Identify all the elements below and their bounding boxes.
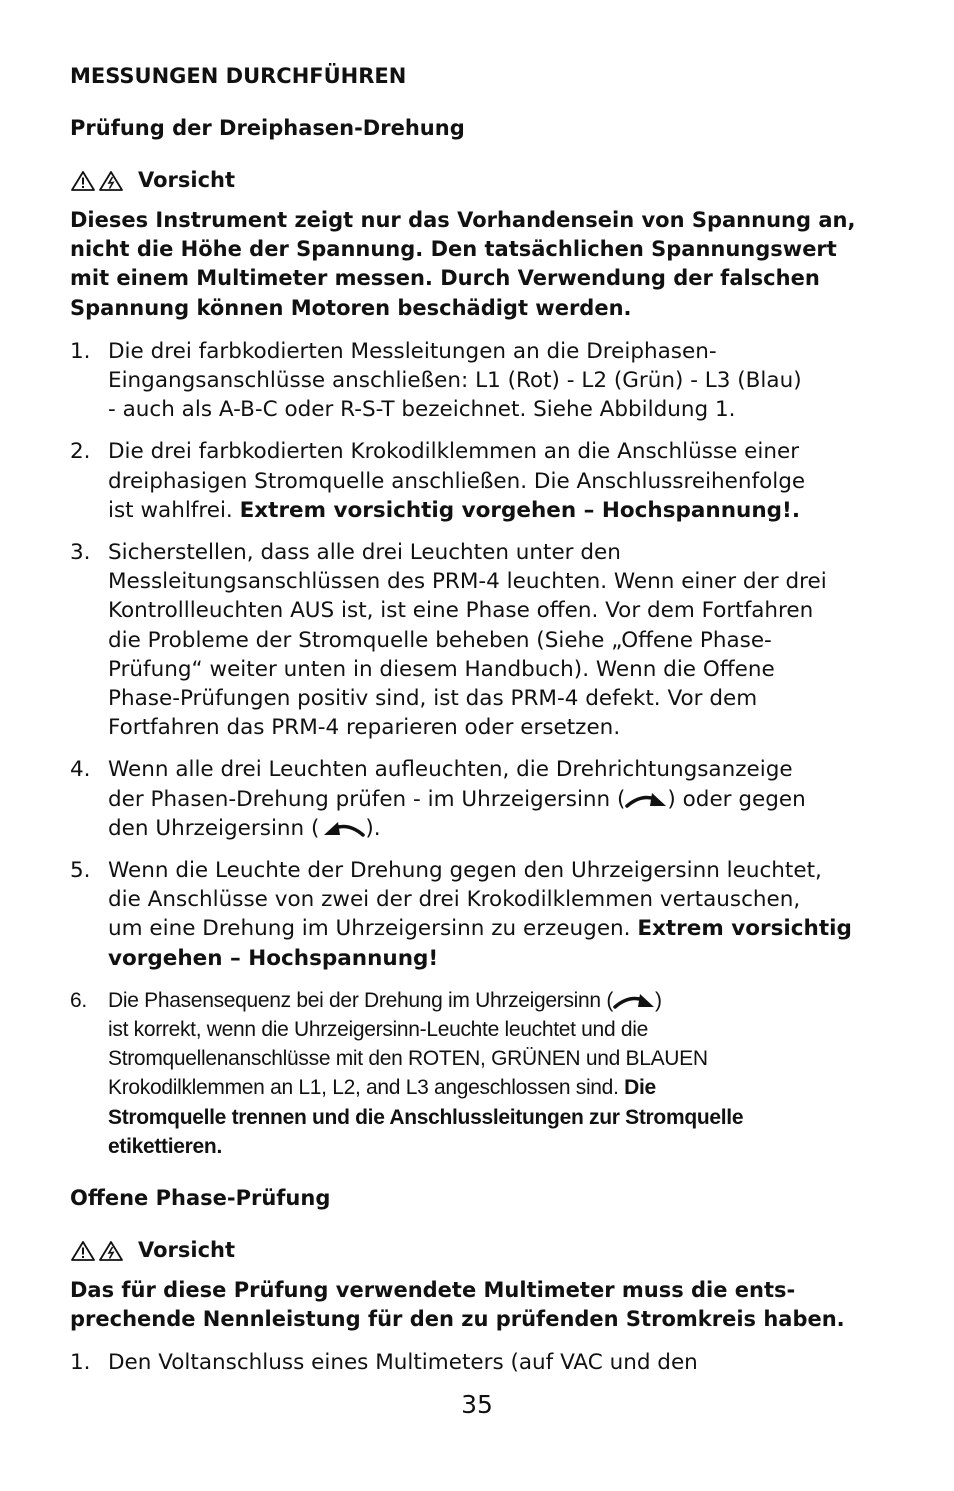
list-item bbox=[70, 437, 890, 525]
item-text: ist wahlfrei. bbox=[108, 497, 240, 523]
item-text: Die Phasensequenz bei der Drehung im Uhrzeigersinn ( bbox=[108, 988, 614, 1012]
warning-line: mit einem Multimeter messen. Durch Verwendung der falschen bbox=[70, 266, 820, 291]
item-emphasis: Die bbox=[624, 1076, 656, 1100]
item-text: um eine Drehung im Uhrzeigersinn zu erzeugen. bbox=[108, 916, 638, 942]
item-emphasis: Stromquelle trennen und die Anschlussleitungen zur Stromquelle bbox=[108, 1105, 744, 1129]
item-text: Krokodilklemmen an L1, L2, and L3 angeschlossen sind. bbox=[108, 1076, 625, 1100]
section-title-rotation: Prüfung der Dreiphasen-Drehung bbox=[70, 116, 465, 140]
page-heading: MESSUNGEN DURCHFÜHREN bbox=[70, 64, 407, 88]
warning-line: Dieses Instrument zeigt nur das Vorhandensein von Spannung an, bbox=[70, 208, 856, 232]
item-text: ) bbox=[655, 988, 662, 1012]
page-number: 35 bbox=[461, 1390, 493, 1419]
item-text: den Uhrzeigersinn ( bbox=[108, 815, 320, 841]
item-line: Fortfahren das PRM-4 reparieren oder ersetzen. bbox=[108, 715, 621, 741]
warning-text bbox=[70, 1276, 890, 1334]
list-number: 6. bbox=[70, 988, 87, 1012]
item-line: Die drei farbkodierten Krokodilklemmen an die Anschlüsse einer bbox=[108, 439, 800, 465]
list-number: 1. bbox=[70, 1349, 91, 1375]
item-line bbox=[108, 785, 890, 814]
warning-triangle-icon bbox=[70, 1240, 96, 1262]
list-number: 3. bbox=[70, 540, 91, 566]
item-text: der Phasen-Drehung prüfen - im Uhrzeigersinn ( bbox=[108, 786, 626, 812]
clockwise-arrow-icon bbox=[613, 992, 655, 1010]
caution-label: Vorsicht bbox=[138, 168, 236, 192]
item-line: Phase-Prüfungen positiv sind, ist das PRM-4 defekt. Vor dem bbox=[108, 686, 758, 712]
item-line bbox=[108, 814, 890, 843]
list-item bbox=[70, 755, 890, 843]
item-line: Sicherstellen, dass alle drei Leuchten unter den bbox=[108, 540, 621, 566]
list-number: 2. bbox=[70, 439, 91, 465]
list-item bbox=[70, 856, 890, 973]
list-item bbox=[70, 337, 890, 425]
warning-line: nicht die Höhe der Spannung. Den tatsächlichen Spannungswert bbox=[70, 237, 837, 262]
list-item bbox=[70, 1348, 890, 1377]
item-line: Prüfung“ weiter unten in diesem Handbuch). Wenn die Offene bbox=[108, 656, 775, 682]
list-number: 4. bbox=[70, 757, 91, 783]
counterclockwise-arrow-icon bbox=[319, 820, 365, 838]
manual-page bbox=[70, 62, 890, 1377]
warning-triangle-icon bbox=[70, 170, 96, 192]
warning-line: Das für diese Prüfung verwendete Multimeter muss die ents- bbox=[70, 1278, 796, 1303]
warning-text bbox=[70, 206, 890, 323]
electric-shock-triangle-icon bbox=[98, 1240, 124, 1262]
clockwise-arrow-icon bbox=[625, 791, 667, 809]
item-line: Die drei farbkodierten Messleitungen an die Dreiphasen- bbox=[108, 338, 717, 364]
item-line bbox=[108, 986, 890, 1015]
item-text: ) oder gegen bbox=[667, 786, 806, 812]
item-line bbox=[108, 496, 890, 525]
item-line: die Anschlüsse von zwei der drei Krokodilklemmen vertauschen, bbox=[108, 887, 801, 913]
item-text: ). bbox=[365, 815, 381, 841]
item-line: dreiphasigen Stromquelle anschließen. Die Anschlussreihenfolge bbox=[108, 468, 806, 494]
item-line: Stromquellenanschlüsse mit den ROTEN, GRÜNEN und BLAUEN bbox=[108, 1047, 708, 1071]
item-line: - auch als A-B-C oder R-S-T bezeichnet. Siehe Abbildung 1. bbox=[108, 397, 736, 423]
list-number: 1. bbox=[70, 338, 91, 364]
item-line: Den Voltanschluss eines Multimeters (auf VAC und den bbox=[108, 1349, 698, 1375]
item-line: Eingangsanschlüsse anschließen: L1 (Rot) - L2 (Grün) - L3 (Blau) bbox=[108, 368, 802, 394]
item-emphasis: Extrem vorsichtig bbox=[637, 916, 852, 942]
caution-header bbox=[70, 166, 890, 195]
warning-line: prechende Nennleistung für den zu prüfenden Stromkreis haben. bbox=[70, 1307, 845, 1332]
item-line: ist korrekt, wenn die Uhrzeigersinn-Leuchte leuchtet und die bbox=[108, 1018, 648, 1042]
item-line: Wenn alle drei Leuchten aufleuchten, die Drehrichtungsanzeige bbox=[108, 757, 793, 783]
item-line: Kontrollleuchten AUS ist, ist eine Phase offen. Vor dem Fortfahren bbox=[108, 598, 814, 624]
item-emphasis: vorgehen – Hochspannung! bbox=[108, 945, 439, 971]
item-line: die Probleme der Stromquelle beheben (Siehe „Offene Phase- bbox=[108, 627, 772, 653]
item-line bbox=[108, 914, 890, 943]
item-emphasis: Extrem vorsichtig vorgehen – Hochspannung!. bbox=[239, 497, 801, 523]
section-title-open-phase: Offene Phase-Prüfung bbox=[70, 1186, 331, 1211]
list-item bbox=[70, 986, 890, 1161]
item-line: Messleitungsanschlüssen des PRM-4 leuchten. Wenn einer der drei bbox=[108, 569, 827, 595]
caution-icons bbox=[70, 1240, 124, 1262]
caution-header bbox=[70, 1236, 890, 1265]
list-number: 5. bbox=[70, 858, 91, 884]
warning-line: Spannung können Motoren beschädigt werden. bbox=[70, 295, 632, 320]
caution-label: Vorsicht bbox=[138, 1238, 236, 1263]
item-emphasis: etikettieren. bbox=[108, 1134, 222, 1158]
list-item bbox=[70, 538, 890, 742]
caution-icons bbox=[70, 170, 124, 192]
item-line: Wenn die Leuchte der Drehung gegen den Uhrzeigersinn leuchtet, bbox=[108, 858, 822, 884]
item-line bbox=[108, 1073, 890, 1102]
electric-shock-triangle-icon bbox=[98, 170, 124, 192]
